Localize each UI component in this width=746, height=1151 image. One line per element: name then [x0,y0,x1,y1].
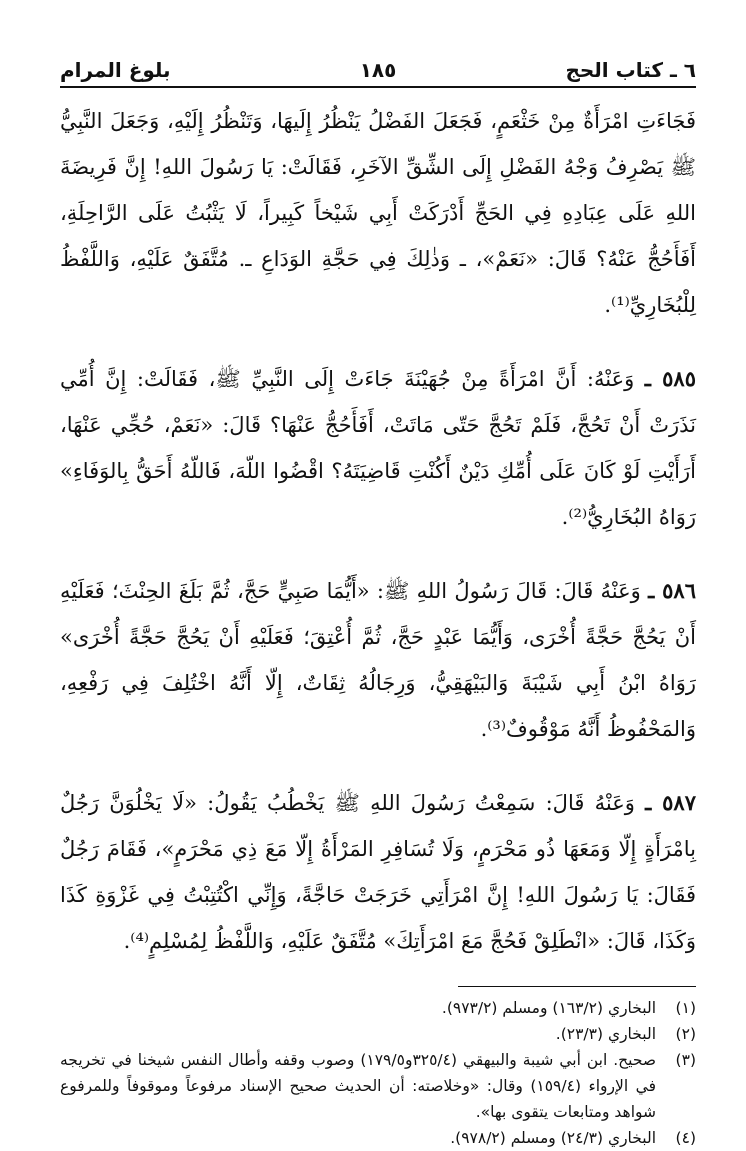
hadith-number: ٥٨٥ ـ [644,366,696,391]
footnote-4 [60,1125,696,1151]
paragraph-text: فَجَاءَتِ امْرَأَةٌ مِنْ خَثْعَمٍ، فَجَعَلَ الفَضْلُ يَنْظُرُ إِلَيهَا، وَتَنْظُرُ إِلَيْهِ، وَجَعَلَ النَّبِيُّ ﷺ يَصْرِفُ وَجْهُ الفَضْلِ إِلَى الشِّقِّ الآخَرِ، فَقَالَتْ: يَا رَسُولَ اللهِ! إِنَّ فَرِيضَةَ اللهِ عَلَى عِبَادِهِ فِي الحَجِّ أَدْرَكَتْ أَبِي شَيْخاً كَبِيراً، لَا يَثْبُتُ عَلَى الرَّاحِلَةِ، أَفَأَحُجُّ عَنْهُ؟ قَالَ: «نَعَمْ»، ـ وَذٰلِكَ فِي حَجَّةِ الوَدَاعِ ـ. مُتَّفَقٌ عَلَيْهِ، وَاللَّفْظُ لِلْبُخَارِيِّ⁽¹⁾. [60,109,696,317]
book-page [60,56,696,1147]
footnote-divider [458,986,696,987]
footnote-3 [60,1047,696,1125]
book-title: بلوغ المرام [60,58,171,82]
footnote-number: (٣) [675,1051,696,1069]
page-number: ١٨٥ [359,58,397,82]
footnote-number: (٢) [675,1025,696,1043]
hadith-586 [60,568,696,752]
footnote-number: (١) [675,999,696,1017]
hadith-number: ٥٨٦ ـ [648,578,696,603]
paragraph-continuation [60,98,696,328]
footnote-text: صحيح. ابن أبي شيبة والبيهقي (٣٢٥/٤و١٧٩/٥) وصوب وقفه وأطال النفس شيخنا في تخريجه في الإرواء (١٥٩/٤) وقال: «وخلاصته: أن الحديث صحيح الإسناد مرفوعاً وموقوفاً وللمرفوع شواهد ومتابعات يتقوى بها». [60,1051,656,1121]
main-text [60,98,696,964]
footnotes [60,995,696,1151]
footnote-text: البخاري (١٦٣/٢) ومسلم (٩٧٣/٢). [441,999,656,1017]
footnote-number: (٤) [675,1129,696,1147]
paragraph-text: وَعَنْهُ: أَنَّ امْرَأَةً مِنْ جُهَيْنَةَ جَاءَتْ إِلَى النَّبِيِّ ﷺ، فَقَالَتْ: إِنَّ أُمِّي نَذَرَتْ أَنْ تَحُجَّ، فَلَمْ تَحُجَّ حَتّى مَاتَتْ، أَفَأَحُجُّ عَنْهَا؟ قَالَ: «نَعَمْ، حُجِّي عَنْهَا، أَرَأَيْتِ لَوْ كَانَ عَلَى أُمِّكِ دَيْنٌ أَكُنْتِ قَاضِيَتَهُ؟ اقْضُوا اللّهَ، فَاللّهُ أَحَقُّ بِالوَفَاءِ» رَوَاهُ البُخَارِيُّ⁽²⁾. [60,367,696,529]
footnote-2 [60,1021,696,1047]
hadith-number: ٥٨٧ ـ [645,790,696,815]
paragraph-text: وَعَنْهُ قَالَ: قَالَ رَسُولُ اللهِ ﷺ: «أَيُّمَا صَبِيٍّ حَجَّ، ثُمَّ بَلَغَ الحِنْثَ؛ فَعَلَيْهِ أَنْ يَحُجَّ حَجَّةً أُخْرَى، وَأَيُّمَا عَبْدٍ حَجَّ، ثُمَّ أُعْتِقَ؛ فَعَلَيْهِ أَنْ يَحُجَّ حَجَّةً أُخْرَى» رَوَاهُ ابْنُ أَبِي شَيْبَةَ وَالبَيْهَقِيُّ، وَرِجَالُهُ ثِقَاتٌ، إِلّا أَنَّهُ اخْتُلِفَ فِي رَفْعِهِ، وَالمَحْفُوظُ أَنَّهُ مَوْقُوفٌ⁽³⁾. [60,579,696,741]
chapter-title: ٦ ـ كتاب الحج [565,58,696,82]
hadith-587 [60,780,696,964]
footnote-text: البخاري (٢٣/٣). [555,1025,656,1043]
page-header [60,56,696,88]
paragraph-text: وَعَنْهُ قَالَ: سَمِعْتُ رَسُولَ اللهِ ﷺ يَخْطُبُ يَقُولُ: «لَا يَخْلُوَنَّ رَجُلٌ بِامْرَأَةٍ إِلّا وَمَعَهَا ذُو مَحْرَمٍ، وَلَا تُسَافِرِ المَرْأَةُ إِلّا مَعَ ذِي مَحْرَمٍ»، فَقَامَ رَجُلٌ فَقَالَ: يَا رَسُولَ اللهِ! إِنَّ امْرَأَتِي خَرَجَتْ حَاجَّةً، وَإِنِّي اكْتُتِبْتُ فِي غَزْوَةِ كَذَا وَكَذَا، قَالَ: «انْطَلِقْ فَحُجَّ مَعَ امْرَأَتِكَ» مُتَّفَقٌ عَلَيْهِ، وَاللَّفْظُ لِمُسْلِمٍ⁽⁴⁾. [60,791,696,953]
hadith-585 [60,356,696,540]
footnote-text: البخاري (٢٤/٣) ومسلم (٩٧٨/٢). [450,1129,656,1147]
footnote-1 [60,995,696,1021]
